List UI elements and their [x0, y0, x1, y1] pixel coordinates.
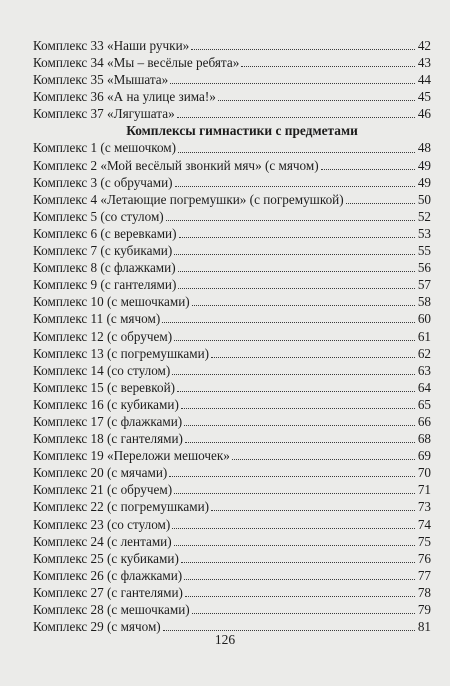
toc-entry-title: Комплекс 27 (с гантелями): [33, 584, 183, 600]
toc-entry-title: Комплекс 20 (с мячами): [33, 465, 168, 481]
toc-entry-page: 78: [417, 584, 431, 600]
toc-entry-page: 73: [417, 499, 431, 515]
toc-entry: [33, 276, 431, 293]
toc-entry: [33, 430, 431, 447]
toc-entry-title: Комплекс 14 (со стулом): [33, 362, 171, 378]
toc-entry: [33, 481, 431, 498]
dot-leader: [178, 152, 415, 153]
toc-entry: [33, 584, 431, 601]
toc-entry-title: Комплекс 29 (с мячом): [33, 619, 161, 635]
toc-entry-title: Комплекс 21 (с обручем): [33, 482, 173, 498]
toc-entry-title: Комплекс 23 (со стулом): [33, 516, 171, 532]
toc-entry-title: Комплекс 37 «Лягушата»: [33, 106, 175, 122]
dot-leader: [169, 476, 415, 477]
toc-entry-page: 49: [417, 174, 431, 190]
dot-leader: [172, 528, 415, 529]
dot-leader: [185, 442, 415, 443]
toc-entry-page: 43: [417, 55, 431, 71]
toc-entry-title: Комплекс 28 (с мешочками): [33, 602, 190, 617]
toc-entry: [33, 328, 431, 345]
toc-entry: [33, 37, 431, 54]
dot-leader: [172, 374, 415, 375]
dot-leader: [241, 66, 415, 67]
toc-entry-title: Комплекс 8 (с флажками): [33, 260, 176, 276]
toc-entry-page: 61: [417, 328, 431, 344]
page-number: 126: [214, 632, 236, 647]
toc-entry-title: Комплекс 5 (со стулом): [33, 208, 164, 224]
toc-entry: [33, 464, 431, 481]
toc-entry-page: 52: [417, 208, 431, 224]
dot-leader: [184, 579, 415, 580]
toc-entry-page: 56: [417, 260, 431, 276]
toc-top-list: [33, 37, 431, 122]
toc-entry: [33, 208, 431, 225]
toc-entry-page: 53: [417, 225, 431, 241]
toc-entry: [33, 105, 431, 122]
dot-leader: [179, 237, 415, 238]
dot-leader: [170, 83, 415, 84]
dot-leader: [232, 459, 415, 460]
toc-entry-page: 81: [417, 619, 431, 635]
toc-entry: [33, 54, 431, 71]
dot-leader: [174, 254, 415, 255]
toc-entry: [33, 259, 431, 276]
toc-entry-page: 69: [417, 448, 431, 464]
dot-leader: [211, 357, 415, 358]
toc-entry-title: Комплекс 12 (с обручем): [33, 328, 173, 344]
table-of-contents: [33, 37, 431, 635]
toc-entry-page: 75: [417, 533, 431, 549]
dot-leader: [174, 545, 415, 546]
toc-entry: [33, 413, 431, 430]
toc-entry-title: Комплекс 17 (с флажками): [33, 413, 183, 429]
toc-entry: [33, 174, 431, 191]
dot-leader: [218, 100, 415, 101]
toc-entry-title: Комплекс 26 (с флажками): [33, 567, 183, 583]
toc-entry-page: 65: [417, 396, 431, 412]
toc-entry: [33, 396, 431, 413]
toc-entry-page: 46: [417, 106, 431, 122]
toc-entry-title: Комплекс 6 (с веревками): [33, 225, 177, 241]
dot-leader: [162, 322, 415, 323]
toc-entry-page: 68: [417, 431, 431, 447]
toc-entry: [33, 379, 431, 396]
toc-entry-title: Комплекс 13 (с погремушками): [33, 345, 210, 361]
toc-entry-title: Комплекс 9 (с гантелями): [33, 277, 177, 293]
toc-entry-title: Комплекс 33 «Наши ручки»: [33, 38, 190, 53]
toc-entry-title: Комплекс 4 «Летающие погремушки» (с погремушкой): [33, 191, 344, 207]
toc-entry-page: 42: [417, 38, 431, 53]
toc-entry: [33, 345, 431, 362]
toc-entry-page: 79: [417, 602, 431, 617]
dot-leader: [178, 288, 415, 289]
dot-leader: [181, 408, 415, 409]
toc-entry-page: 63: [417, 362, 431, 378]
dot-leader: [163, 630, 415, 631]
dot-leader: [185, 596, 415, 597]
dot-leader: [174, 340, 415, 341]
toc-entry-title: Комплекс 25 (с кубиками): [33, 550, 179, 566]
toc-entry-page: 45: [417, 89, 431, 105]
toc-entry-title: Комплекс 3 (с обручами): [33, 174, 173, 190]
dot-leader: [191, 49, 415, 50]
toc-entry-page: 70: [417, 465, 431, 481]
toc-entry-page: 58: [417, 294, 431, 310]
toc-entry: [33, 71, 431, 88]
toc-entry-page: 62: [417, 345, 431, 361]
section-heading: Комплексы гимнастики с предметами: [126, 123, 358, 139]
dot-leader: [192, 613, 415, 614]
toc-entry: [33, 447, 431, 464]
toc-entry-page: 76: [417, 550, 431, 566]
toc-entry: [33, 242, 431, 259]
toc-entry: [33, 550, 431, 567]
toc-entry: [33, 310, 431, 327]
toc-entry: [33, 88, 431, 105]
toc-entry-title: Комплекс 1 (с мешочком): [33, 140, 177, 156]
toc-entry-page: 57: [417, 277, 431, 293]
toc-entry-title: Комплекс 2 «Мой весёлый звонкий мяч» (с мячом): [33, 157, 319, 173]
toc-entry-page: 50: [417, 191, 431, 207]
toc-entry: [33, 601, 431, 618]
dot-leader: [192, 305, 415, 306]
toc-entry-title: Комплекс 7 (с кубиками): [33, 243, 173, 259]
dot-leader: [184, 425, 415, 426]
toc-entry-title: Комплекс 22 (с погремушками): [33, 499, 210, 515]
toc-entry: [33, 225, 431, 242]
toc-entry-page: 55: [417, 243, 431, 259]
dot-leader: [181, 562, 415, 563]
toc-entry-title: Комплекс 16 (с кубиками): [33, 396, 179, 412]
toc-entry: [33, 191, 431, 208]
dot-leader: [175, 186, 415, 187]
dot-leader: [211, 510, 415, 511]
toc-entry-page: 74: [417, 516, 431, 532]
toc-entry-page: 64: [417, 379, 431, 395]
dot-leader: [178, 271, 415, 272]
toc-entry-title: Комплекс 36 «А на улице зима!»: [33, 89, 216, 105]
toc-entry-page: 66: [417, 413, 431, 429]
toc-entry-title: Комплекс 34 «Мы – весёлые ребята»: [33, 55, 240, 71]
dot-leader: [174, 493, 415, 494]
toc-entry-title: Комплекс 11 (с мячом): [33, 311, 161, 327]
toc-entry-title: Комплекс 10 (с мешочками): [33, 294, 190, 310]
toc-entry-page: 44: [417, 72, 431, 88]
toc-entry: [33, 516, 431, 533]
dot-leader: [177, 117, 415, 118]
toc-entry-title: Комплекс 24 (с лентами): [33, 533, 172, 549]
toc-entry-title: Комплекс 15 (с веревкой): [33, 379, 176, 395]
toc-entry: [33, 293, 431, 310]
toc-section-list: [33, 139, 431, 635]
dot-leader: [166, 220, 415, 221]
toc-entry-page: 77: [417, 567, 431, 583]
toc-entry-title: Комплекс 19 «Переложи мешочек»: [33, 448, 230, 464]
toc-entry-page: 71: [417, 482, 431, 498]
dot-leader: [321, 169, 415, 170]
toc-entry: [33, 567, 431, 584]
toc-entry-page: 49: [417, 157, 431, 173]
dot-leader: [177, 391, 415, 392]
toc-entry-page: 60: [417, 311, 431, 327]
toc-entry-page: 48: [417, 140, 431, 156]
toc-entry: [33, 362, 431, 379]
toc-entry: [33, 498, 431, 515]
toc-entry-title: Комплекс 35 «Мышата»: [33, 72, 169, 88]
toc-entry-title: Комплекс 18 (с гантелями): [33, 431, 183, 447]
toc-entry: [33, 533, 431, 550]
toc-entry: [33, 157, 431, 174]
dot-leader: [346, 203, 415, 204]
toc-entry: [33, 139, 431, 156]
